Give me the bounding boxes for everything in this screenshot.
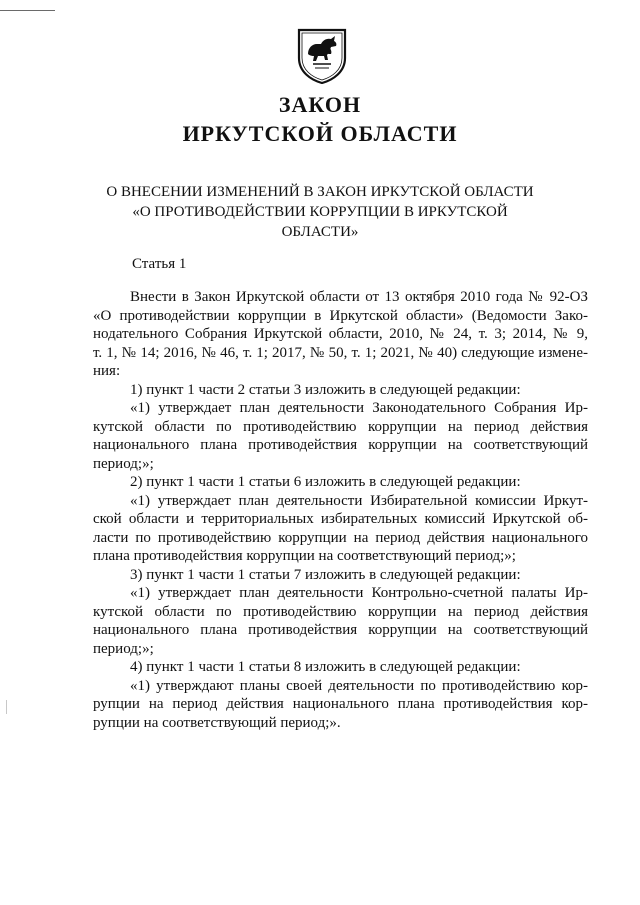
body-line: «О противодействии коррупции в Иркутской области» (Ведомости Зако-: [93, 307, 588, 324]
law-title: ЗАКОН: [278, 92, 362, 117]
body-line: «1) утверждают планы своей деятельности по противодействию кор-: [130, 677, 588, 694]
body-line: «1) утверждает план деятельности Контрольно-счетной палаты Ир-: [130, 585, 588, 601]
law-subtitle: [100, 182, 540, 242]
subtitle-line: ОБЛАСТИ»: [281, 224, 359, 240]
body-line: ния:: [93, 363, 121, 379]
body-line: кутской области по противодействию коррупции на период действия: [93, 603, 588, 620]
body-line: 3) пункт 1 части 1 статьи 7 изложить в следующей редакции:: [130, 566, 521, 583]
body-line: рупции на соответствующий период;».: [93, 714, 341, 731]
body-line: национального плана противодействия коррупции на соответствующий: [93, 437, 588, 453]
body-line: 1) пункт 1 части 2 статьи 3 изложить в следующей редакции:: [130, 381, 521, 398]
article-body: [93, 288, 588, 732]
scan-margin-mark: [6, 700, 7, 714]
body-line: национального плана противодействия коррупции на соответствующий: [93, 622, 588, 638]
body-line: ласти по противодействию коррупции на период действия национального: [93, 529, 588, 546]
body-line: кутской области по противодействию коррупции на период действия: [93, 418, 588, 435]
body-line: нодательного Собрания Иркутской области, 2010, № 24, т. 3; 2014, № 9,: [93, 326, 588, 342]
subtitle-line: О ВНЕСЕНИИ ИЗМЕНЕНИЙ В ЗАКОН ИРКУТСКОЙ ОБЛАСТИ: [106, 184, 534, 200]
body-line: период;»;: [93, 640, 154, 657]
body-line: 4) пункт 1 части 1 статьи 8 изложить в следующей редакции:: [130, 659, 521, 675]
law-region-title: ИРКУТСКОЙ ОБЛАСТИ: [182, 121, 458, 146]
body-line: «1) утверждает план деятельности Законодательного Собрания Ир-: [130, 400, 588, 416]
body-line: ской области и территориальных избирательных комиссий Иркутской об-: [93, 511, 588, 527]
scan-edge-mark: [0, 10, 55, 11]
body-line: «1) утверждает план деятельности Избирательной комиссии Иркут-: [130, 492, 588, 509]
body-line: период;»;: [93, 455, 154, 472]
body-line: Внести в Закон Иркутской области от 13 октября 2010 года № 92-ОЗ: [130, 289, 588, 305]
body-line: 2) пункт 1 части 1 статьи 6 изложить в следующей редакции:: [130, 474, 521, 490]
body-line: рупции на период действия национального плана противодействия кор-: [93, 696, 588, 712]
body-line: т. 1, № 14; 2016, № 46, т. 1; 2017, № 50, т. 1; 2021, № 40) следующие измене-: [93, 344, 588, 361]
irkutsk-coat-of-arms-icon: [297, 28, 347, 84]
body-line: плана противодействия коррупции на соответствующий период;»;: [93, 548, 516, 564]
article-heading: Статья 1: [132, 256, 187, 272]
subtitle-line: «О ПРОТИВОДЕЙСТВИИ КОРРУПЦИИ В ИРКУТСКОЙ: [132, 204, 508, 220]
